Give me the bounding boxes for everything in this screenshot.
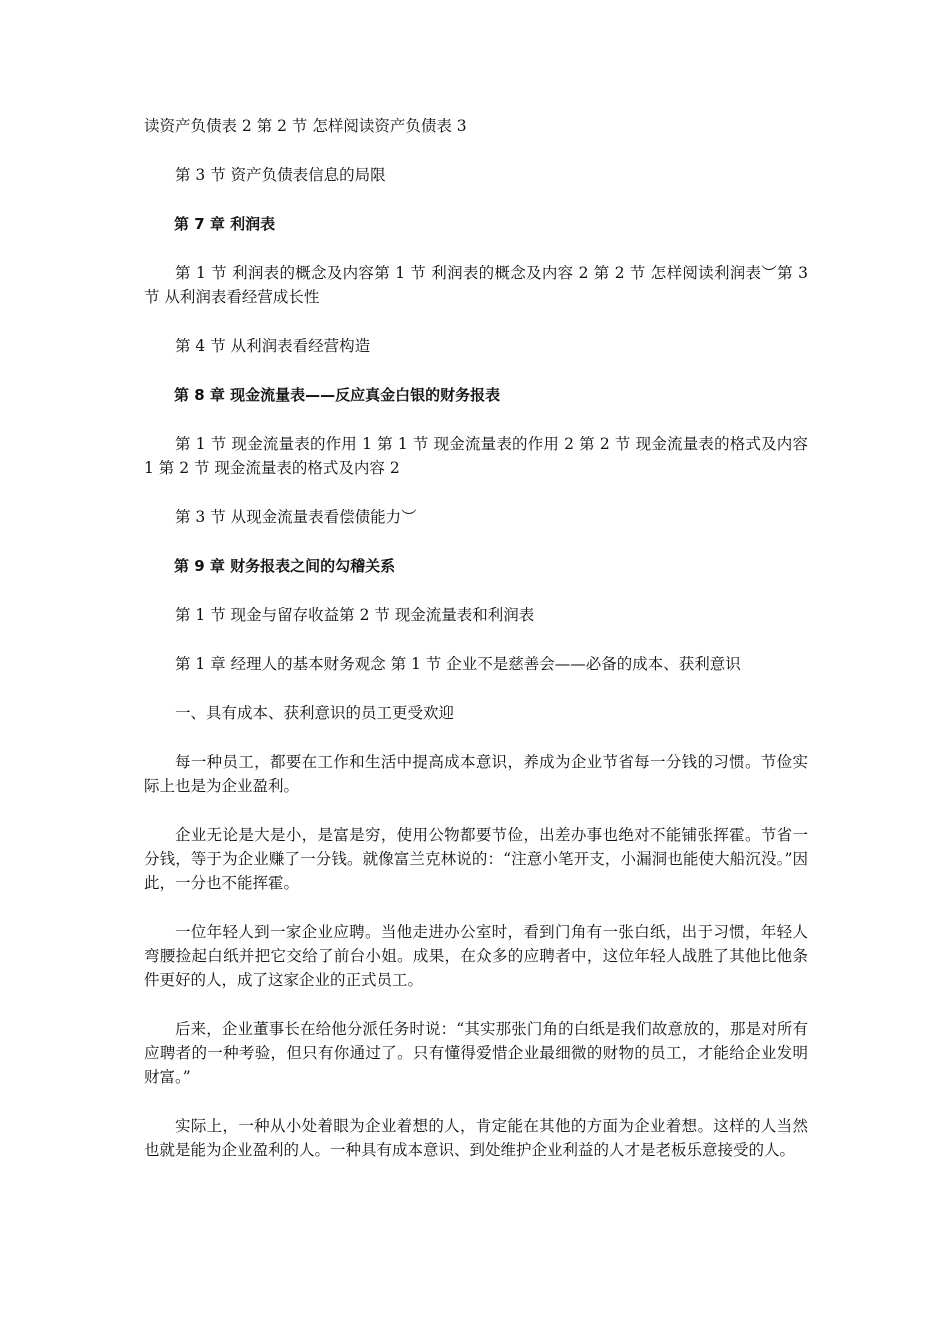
paragraph: 后来，企业董事长在给他分派任务时说：“其实那张门角的白纸是我们故意放的，那是对所有应聘者的一种考验，但只有你通过了。只有懂得爱惜企业最细微的财物的员工，才能给企业发明财富。” [144, 1020, 808, 1086]
paragraph: 一位年轻人到一家企业应聘。当他走进办公室时，看到门角有一张白纸，出于习惯，年轻人弯腰捡起白纸并把它交给了前台小姐。成果，在众多的应聘者中，这位年轻人战胜了其他比他条件更好的人，成了这家企业的正式员工。 [144, 923, 808, 989]
chapter-heading: 第 9 章 财务报表之间的勾稽关系 [174, 557, 396, 575]
paragraph: 第 4 节 从利润表看经营构造 [175, 337, 371, 355]
document-body [144, 114, 808, 1187]
paragraph: 企业无论是大是小，是富是穷，使用公物都要节俭，出差办事也绝对不能铺张挥霍。节省一分钱，等于为企业赚了一分钱。就像富兰克林说的：“注意小笔开支，小漏洞也能使大船沉没。”因此，一分也不能挥霍。 [144, 826, 808, 892]
paragraph: 每一种员工，都要在工作和生活中提高成本意识，养成为企业节省每一分钱的习惯。节俭实际上也是为企业盈利。 [144, 753, 808, 795]
paragraph: 第 1 节 现金与留存收益第 2 节 现金流量表和利润表 [175, 606, 535, 624]
paragraph: 第 3 节 从现金流量表看偿债能力︶ [175, 508, 417, 526]
paragraph: 第 1 节 利润表的概念及内容第 1 节 利润表的概念及内容 2 第 2 节 怎样阅读利润表︶第 3 节 从利润表看经营成长性 [144, 264, 808, 306]
chapter-heading: 第 8 章 现金流量表——反应真金白银的财务报表 [174, 386, 501, 404]
chapter-heading: 第 7 章 利润表 [174, 215, 276, 233]
paragraph: 第 1 章 经理人的基本财务观念 第 1 节 企业不是慈善会——必备的成本、获利意识 [175, 655, 741, 673]
paragraph: 第 1 节 现金流量表的作用 1 第 1 节 现金流量表的作用 2 第 2 节 现金流量表的格式及内容 1 第 2 节 现金流量表的格式及内容 2 [144, 435, 808, 477]
paragraph: 一、具有成本、获利意识的员工更受欢迎 [175, 704, 455, 722]
paragraph: 读资产负债表 2 第 2 节 怎样阅读资产负债表 3 [144, 117, 467, 135]
paragraph: 第 3 节 资产负债表信息的局限 [175, 166, 386, 184]
paragraph: 实际上，一种从小处着眼为企业着想的人，肯定能在其他的方面为企业着想。这样的人当然也就是能为企业盈利的人。一种具有成本意识、到处维护企业利益的人才是老板乐意接受的人。 [144, 1117, 808, 1159]
